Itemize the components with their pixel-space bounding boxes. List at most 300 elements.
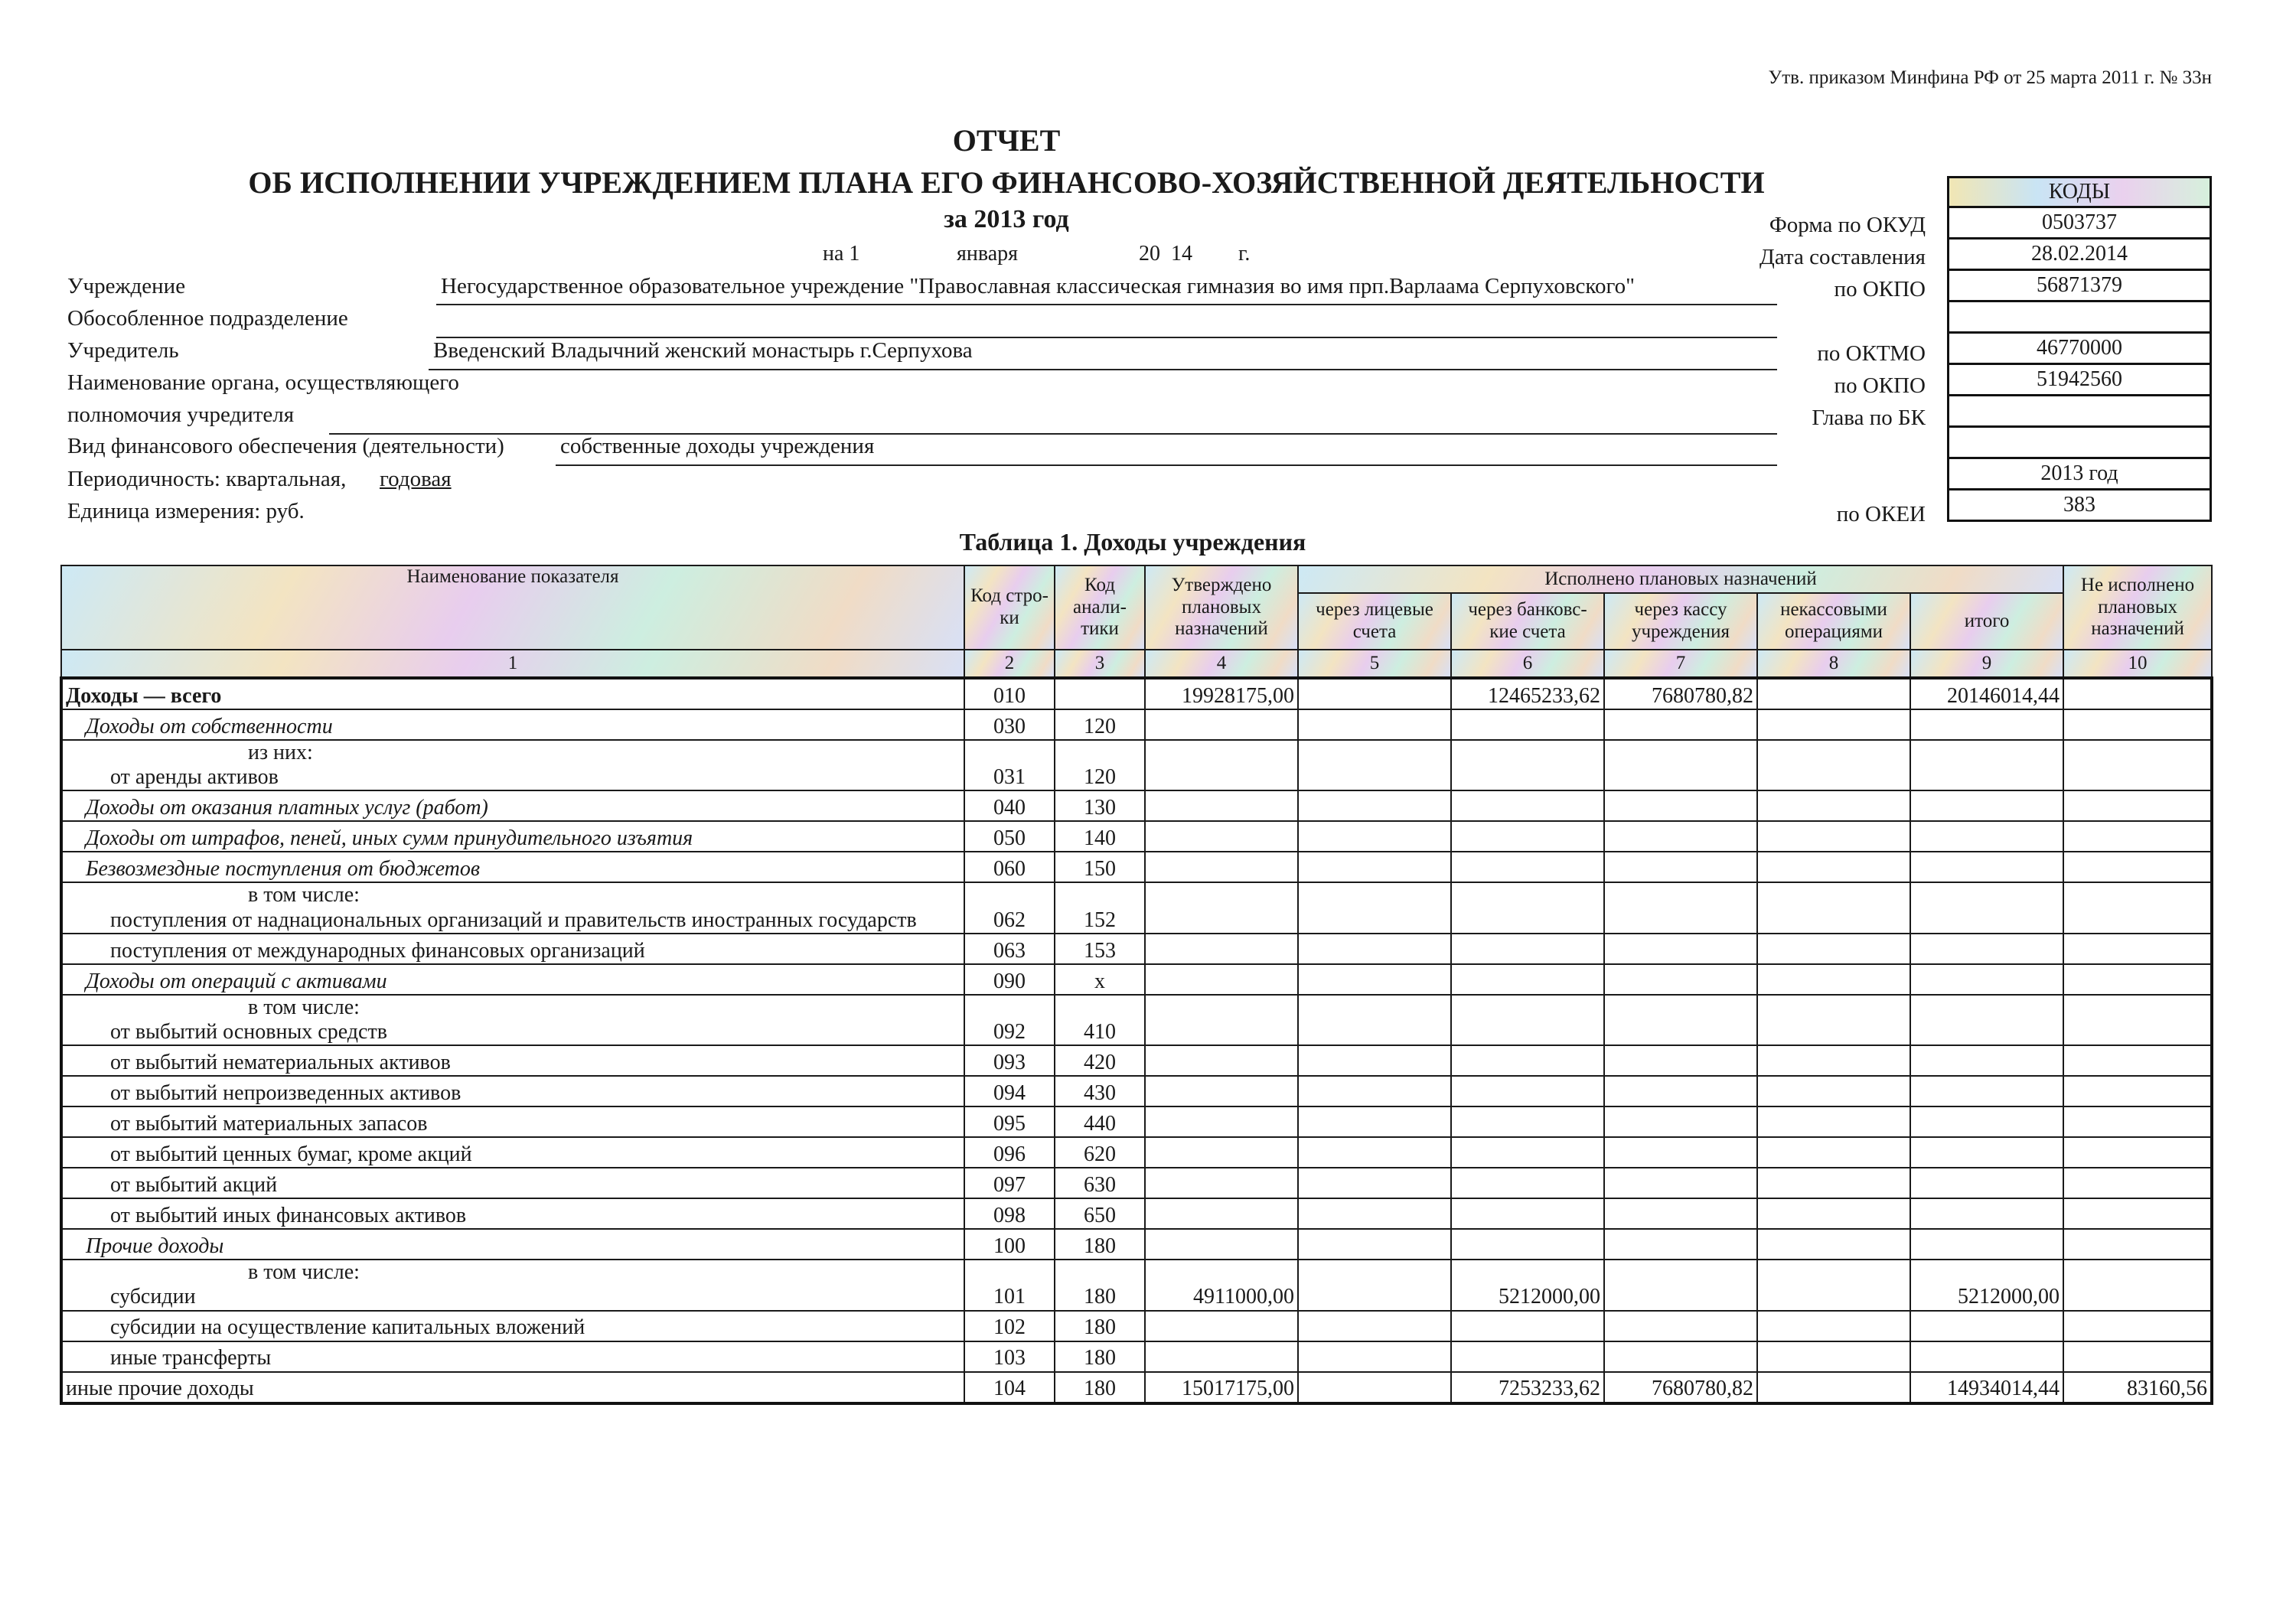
row-analytics-code [1055,678,1145,709]
okpo2-label: по ОКПО [1834,373,1926,398]
row-analytics-code: 140 [1055,821,1145,852]
row-value-c8 [1757,1168,1910,1198]
row-name-cell [61,1137,964,1168]
row-name-cell [61,1106,964,1137]
col-num: 2 [964,650,1055,678]
row-value-c4 [1145,934,1298,964]
header-code-line: Код стро- ки [964,565,1055,650]
row-value-c8 [1757,821,1910,852]
table-title: Таблица 1. Доходы учреждения [959,528,1306,556]
row-value-c4 [1145,882,1298,933]
code-okpo1: 56871379 [1949,270,2211,301]
row-value-c10 [2063,709,2212,740]
row-value-c9: 14934014,44 [1910,1372,2063,1403]
subdivision-label: Обособленное подразделение [67,306,348,331]
row-value-c8 [1757,852,1910,882]
row-value-c8 [1757,882,1910,933]
row-name: от выбытий основных средств [110,1019,387,1044]
row-line-code: 030 [964,709,1055,740]
row-value-c6 [1451,1229,1604,1260]
row-value-c9 [1910,882,2063,933]
row-value-c10 [2063,678,2212,709]
row-analytics-code: 420 [1055,1045,1145,1076]
row-value-c8 [1757,995,1910,1045]
row-name: иные прочие доходы [66,1377,254,1401]
table-row [61,1311,2212,1341]
row-name: от выбытий непроизведенных активов [110,1080,461,1105]
underline [436,304,1777,305]
row-value-c6: 5212000,00 [1451,1260,1604,1310]
row-prefix: в том числе: [248,995,360,1019]
finance-value: собственные доходы учреждения [560,434,875,458]
row-line-code: 031 [964,740,1055,790]
row-value-c10 [2063,1229,2212,1260]
row-name: Доходы от собственности [86,714,333,738]
row-name-cell [61,1076,964,1106]
row-value-c5 [1298,709,1451,740]
row-value-c4 [1145,1137,1298,1168]
row-name: от выбытий ценных бумаг, кроме акций [110,1142,472,1166]
row-analytics-code: 152 [1055,882,1145,933]
row-value-c5 [1298,790,1451,821]
row-analytics-code: 430 [1055,1076,1145,1106]
row-name: иные трансферты [110,1346,272,1370]
code-okud: 0503737 [1949,207,2211,239]
col-num: 6 [1451,650,1604,678]
row-value-c9 [1910,934,2063,964]
col-num: 1 [61,650,964,678]
row-value-c7 [1604,740,1757,790]
row-name-cell [61,1311,964,1341]
row-value-c9 [1910,1168,2063,1198]
row-value-c9 [1910,995,2063,1045]
row-value-c8 [1757,1137,1910,1168]
row-line-code: 090 [964,964,1055,995]
row-value-c9: 5212000,00 [1910,1260,2063,1310]
row-name: субсидии на осуществление капитальных вложений [110,1315,585,1340]
row-value-c6 [1451,1137,1604,1168]
row-name-cell [61,964,964,995]
authority-label-1: Наименование органа, осуществляющего [67,370,459,395]
date-suffix: г. [1238,242,1251,266]
row-value-c6 [1451,821,1604,852]
row-name-cell [61,1341,964,1372]
row-value-c10 [2063,1137,2212,1168]
row-name: Доходы от штрафов, пеней, иных сумм принудительного изъятия [86,826,693,851]
row-value-c4 [1145,1311,1298,1341]
row-name: субсидии [110,1285,196,1309]
code-period: 2013 год [1949,458,2211,490]
row-value-c5 [1298,852,1451,882]
row-value-c10 [2063,1311,2212,1341]
bk-label: Глава по БК [1812,406,1926,430]
table-row [61,1229,2212,1260]
row-value-c7 [1604,1198,1757,1229]
code-blank1 [1949,301,2211,333]
header-not-executed: Не исполнено плановых назначений [2063,565,2212,650]
date-label: Дата составления [1760,245,1926,269]
row-value-c10 [2063,821,2212,852]
row-name: от выбытий иных финансовых активов [110,1203,467,1227]
row-analytics-code: 153 [1055,934,1145,964]
row-value-c9 [1910,1311,2063,1341]
row-value-c8 [1757,678,1910,709]
row-name: поступления от наднациональных организаций и правительств иностранных государств [110,908,917,932]
row-analytics-code: 440 [1055,1106,1145,1137]
row-line-code: 098 [964,1198,1055,1229]
row-name-cell [61,934,964,964]
row-value-c9 [1910,1045,2063,1076]
row-value-c4: 19928175,00 [1145,678,1298,709]
row-analytics-code: 180 [1055,1372,1145,1403]
table-row [61,821,2212,852]
row-value-c9 [1910,1341,2063,1372]
row-value-c6 [1451,1198,1604,1229]
okud-label: Форма по ОКУД [1769,213,1926,237]
row-value-c9 [1910,1198,2063,1229]
row-value-c8 [1757,1372,1910,1403]
row-value-c8 [1757,1106,1910,1137]
row-name: поступления от международных финансовых организаций [110,938,645,963]
row-line-code: 060 [964,852,1055,882]
row-value-c7 [1604,1106,1757,1137]
row-line-code: 093 [964,1045,1055,1076]
row-value-c10 [2063,1076,2212,1106]
row-value-c4: 15017175,00 [1145,1372,1298,1403]
table-row [61,964,2212,995]
table-row [61,1137,2212,1168]
row-value-c5 [1298,964,1451,995]
row-value-c6 [1451,852,1604,882]
row-name-cell [61,790,964,821]
row-value-c5 [1298,678,1451,709]
row-value-c5 [1298,1229,1451,1260]
row-value-c7 [1604,709,1757,740]
row-analytics-code: 410 [1055,995,1145,1045]
row-value-c7 [1604,1076,1757,1106]
row-value-c10 [2063,1045,2212,1076]
row-line-code: 096 [964,1137,1055,1168]
row-name: от выбытий нематериальных активов [110,1050,451,1074]
row-value-c9 [1910,1076,2063,1106]
approval-note: Утв. приказом Минфина РФ от 25 марта 2011 г. № 33н [1768,67,2212,88]
row-prefix: в том числе: [248,1260,360,1285]
row-value-c5 [1298,882,1451,933]
row-value-c7 [1604,1260,1757,1310]
row-value-c8 [1757,1229,1910,1260]
row-value-c10 [2063,882,2212,933]
table-row [61,740,2212,790]
table-row [61,709,2212,740]
row-name-cell [61,1198,964,1229]
header-via-accounts: через лицевые счета [1298,593,1451,650]
date-month: января [957,242,1019,266]
table-row [61,882,2212,933]
row-analytics-code: 180 [1055,1341,1145,1372]
row-value-c8 [1757,1260,1910,1310]
row-value-c9 [1910,821,2063,852]
row-value-c5 [1298,1341,1451,1372]
row-line-code: 101 [964,1260,1055,1310]
report-title: ОТЧЕТ [952,123,1061,158]
row-value-c9 [1910,790,2063,821]
header-executed: Исполнено плановых назначений [1298,565,2063,593]
row-value-c8 [1757,1341,1910,1372]
row-value-c6 [1451,1076,1604,1106]
row-value-c5 [1298,1045,1451,1076]
row-value-c5 [1298,1260,1451,1310]
row-value-c6 [1451,1168,1604,1198]
row-value-c9 [1910,1106,2063,1137]
row-value-c9 [1910,964,2063,995]
row-line-code: 097 [964,1168,1055,1198]
row-value-c5 [1298,1076,1451,1106]
row-value-c7 [1604,852,1757,882]
row-value-c4 [1145,821,1298,852]
table-row [61,790,2212,821]
row-analytics-code: x [1055,964,1145,995]
row-value-c5 [1298,740,1451,790]
row-value-c4 [1145,1106,1298,1137]
row-value-c7 [1604,995,1757,1045]
row-analytics-code: 150 [1055,852,1145,882]
row-value-c7 [1604,934,1757,964]
header-name: Наименование показателя [61,565,964,650]
row-line-code: 100 [964,1229,1055,1260]
institution-value: Негосударственное образовательное учреждение "Православная классическая гимназия во имя прп.Варлаама Серпуховского" [441,274,1635,298]
row-value-c8 [1757,1311,1910,1341]
row-value-c10 [2063,964,2212,995]
row-name-cell [61,1260,964,1310]
row-value-c4 [1145,1045,1298,1076]
institution-label: Учреждение [67,274,186,298]
row-analytics-code: 180 [1055,1229,1145,1260]
row-value-c4 [1145,852,1298,882]
row-value-c8 [1757,964,1910,995]
col-num: 3 [1055,650,1145,678]
table-row [61,852,2212,882]
row-value-c10 [2063,934,2212,964]
row-value-c5 [1298,1137,1451,1168]
table-row [61,1260,2212,1310]
col-num: 9 [1910,650,2063,678]
row-name: от аренды активов [110,765,279,790]
row-value-c9 [1910,1137,2063,1168]
row-value-c10 [2063,852,2212,882]
table-row [61,1372,2212,1403]
row-value-c6 [1451,709,1604,740]
row-line-code: 040 [964,790,1055,821]
row-value-c5 [1298,821,1451,852]
table-row [61,678,2212,709]
col-num: 10 [2063,650,2212,678]
row-value-c6 [1451,1311,1604,1341]
row-value-c6 [1451,964,1604,995]
row-value-c6 [1451,1045,1604,1076]
report-period: за 2013 год [944,205,1069,233]
income-table [60,565,2213,1405]
row-name-cell [61,740,964,790]
header-code-analytics: Код анали- тики [1055,565,1145,650]
row-analytics-code: 620 [1055,1137,1145,1168]
row-name-cell [61,1229,964,1260]
row-value-c8 [1757,1045,1910,1076]
row-line-code: 095 [964,1106,1055,1137]
row-name-cell [61,1168,964,1198]
row-value-c6: 12465233,62 [1451,678,1604,709]
row-value-c10: 83160,56 [2063,1372,2212,1403]
row-analytics-code: 120 [1055,709,1145,740]
row-name: Доходы от оказания платных услуг (работ) [86,796,488,820]
row-analytics-code: 650 [1055,1198,1145,1229]
row-value-c7 [1604,964,1757,995]
row-value-c7: 7680780,82 [1604,1372,1757,1403]
row-value-c5 [1298,1168,1451,1198]
row-value-c9 [1910,1229,2063,1260]
row-value-c5 [1298,995,1451,1045]
row-value-c10 [2063,1168,2212,1198]
row-value-c8 [1757,934,1910,964]
row-value-c6 [1451,882,1604,933]
underline [556,464,1777,466]
row-name-cell [61,882,964,933]
row-value-c4 [1145,790,1298,821]
header-via-bank: через банковс- кие счета [1451,593,1604,650]
row-name: Доходы от операций с активами [86,969,387,993]
row-value-c6 [1451,740,1604,790]
code-bk [1949,396,2211,427]
row-prefix: из них: [248,741,313,764]
row-value-c9: 20146014,44 [1910,678,2063,709]
row-line-code: 102 [964,1311,1055,1341]
row-value-c5 [1298,1198,1451,1229]
header-approved: Утверждено плановых назначений [1145,565,1298,650]
row-value-c7 [1604,1229,1757,1260]
code-blank2 [1949,427,2211,458]
row-name-cell [61,995,964,1045]
row-line-code: 050 [964,821,1055,852]
periodicity-label: Периодичность: квартальная, [67,467,347,491]
row-value-c7: 7680780,82 [1604,678,1757,709]
row-value-c6 [1451,790,1604,821]
row-line-code: 010 [964,678,1055,709]
row-value-c6 [1451,1106,1604,1137]
row-value-c7 [1604,1045,1757,1076]
row-analytics-code: 120 [1055,740,1145,790]
row-value-c8 [1757,790,1910,821]
row-value-c6 [1451,995,1604,1045]
row-value-c4 [1145,709,1298,740]
row-value-c7 [1604,1341,1757,1372]
header-noncash: некассовыми операциями [1757,593,1910,650]
date-year-prefix: 20 [1139,242,1160,266]
row-value-c5 [1298,1106,1451,1137]
row-name-cell [61,852,964,882]
underline [329,433,1777,435]
row-analytics-code: 630 [1055,1168,1145,1198]
row-value-c10 [2063,790,2212,821]
founder-label: Учредитель [67,338,179,363]
code-okei: 383 [1949,490,2211,521]
row-value-c10 [2063,1198,2212,1229]
row-line-code: 094 [964,1076,1055,1106]
row-value-c4 [1145,1229,1298,1260]
row-analytics-code: 130 [1055,790,1145,821]
row-name-cell [61,1045,964,1076]
row-value-c4 [1145,740,1298,790]
row-line-code: 104 [964,1372,1055,1403]
row-value-c7 [1604,882,1757,933]
row-value-c7 [1604,1168,1757,1198]
row-name: Прочие доходы [86,1234,224,1258]
row-line-code: 103 [964,1341,1055,1372]
header-via-cash: через кассу учреждения [1604,593,1757,650]
row-value-c6 [1451,1341,1604,1372]
table-row [61,1168,2212,1198]
row-analytics-code: 180 [1055,1260,1145,1310]
row-value-c4 [1145,1341,1298,1372]
unit-label: Единица измерения: руб. [67,499,305,523]
report-subtitle: ОБ ИСПОЛНЕНИИ УЧРЕЖДЕНИЕМ ПЛАНА ЕГО ФИНАНСОВО-ХОЗЯЙСТВЕННОЙ ДЕЯТЕЛЬНОСТИ [248,165,1765,200]
row-prefix: в том числе: [248,883,360,908]
table-row [61,1341,2212,1372]
date-on: на 1 [823,242,860,266]
row-value-c6 [1451,934,1604,964]
row-value-c4 [1145,1198,1298,1229]
row-value-c8 [1757,740,1910,790]
table-row [61,1106,2212,1137]
finance-label: Вид финансового обеспечения (деятельности) [67,434,504,458]
row-value-c9 [1910,740,2063,790]
date-year: 14 [1171,242,1192,266]
oktmo-label: по ОКТМО [1817,341,1926,366]
row-line-code: 092 [964,995,1055,1045]
row-value-c8 [1757,709,1910,740]
row-value-c10 [2063,1106,2212,1137]
underline [429,369,1777,370]
row-value-c9 [1910,852,2063,882]
col-num: 4 [1145,650,1298,678]
row-value-c7 [1604,1311,1757,1341]
row-analytics-code: 180 [1055,1311,1145,1341]
col-num: 5 [1298,650,1451,678]
row-name: Безвозмездные поступления от бюджетов [86,857,481,882]
row-value-c10 [2063,995,2212,1045]
row-value-c10 [2063,1260,2212,1310]
table-row [61,1198,2212,1229]
row-value-c8 [1757,1198,1910,1229]
code-oktmo: 46770000 [1949,333,2211,364]
row-value-c4 [1145,964,1298,995]
authority-label-2: полномочия учредителя [67,402,295,427]
row-name-cell [61,1372,964,1403]
row-value-c7 [1604,1137,1757,1168]
row-value-c5 [1298,1372,1451,1403]
table-row [61,1076,2212,1106]
row-value-c5 [1298,1311,1451,1341]
row-line-code: 062 [964,882,1055,933]
row-name-cell [61,821,964,852]
row-value-c7 [1604,790,1757,821]
col-num: 7 [1604,650,1757,678]
row-line-code: 063 [964,934,1055,964]
code-date: 28.02.2014 [1949,239,2211,270]
codes-box [1947,176,2212,522]
row-name: Доходы — всего [66,683,222,708]
row-name-cell [61,709,964,740]
row-value-c4 [1145,995,1298,1045]
row-value-c4: 4911000,00 [1145,1260,1298,1310]
